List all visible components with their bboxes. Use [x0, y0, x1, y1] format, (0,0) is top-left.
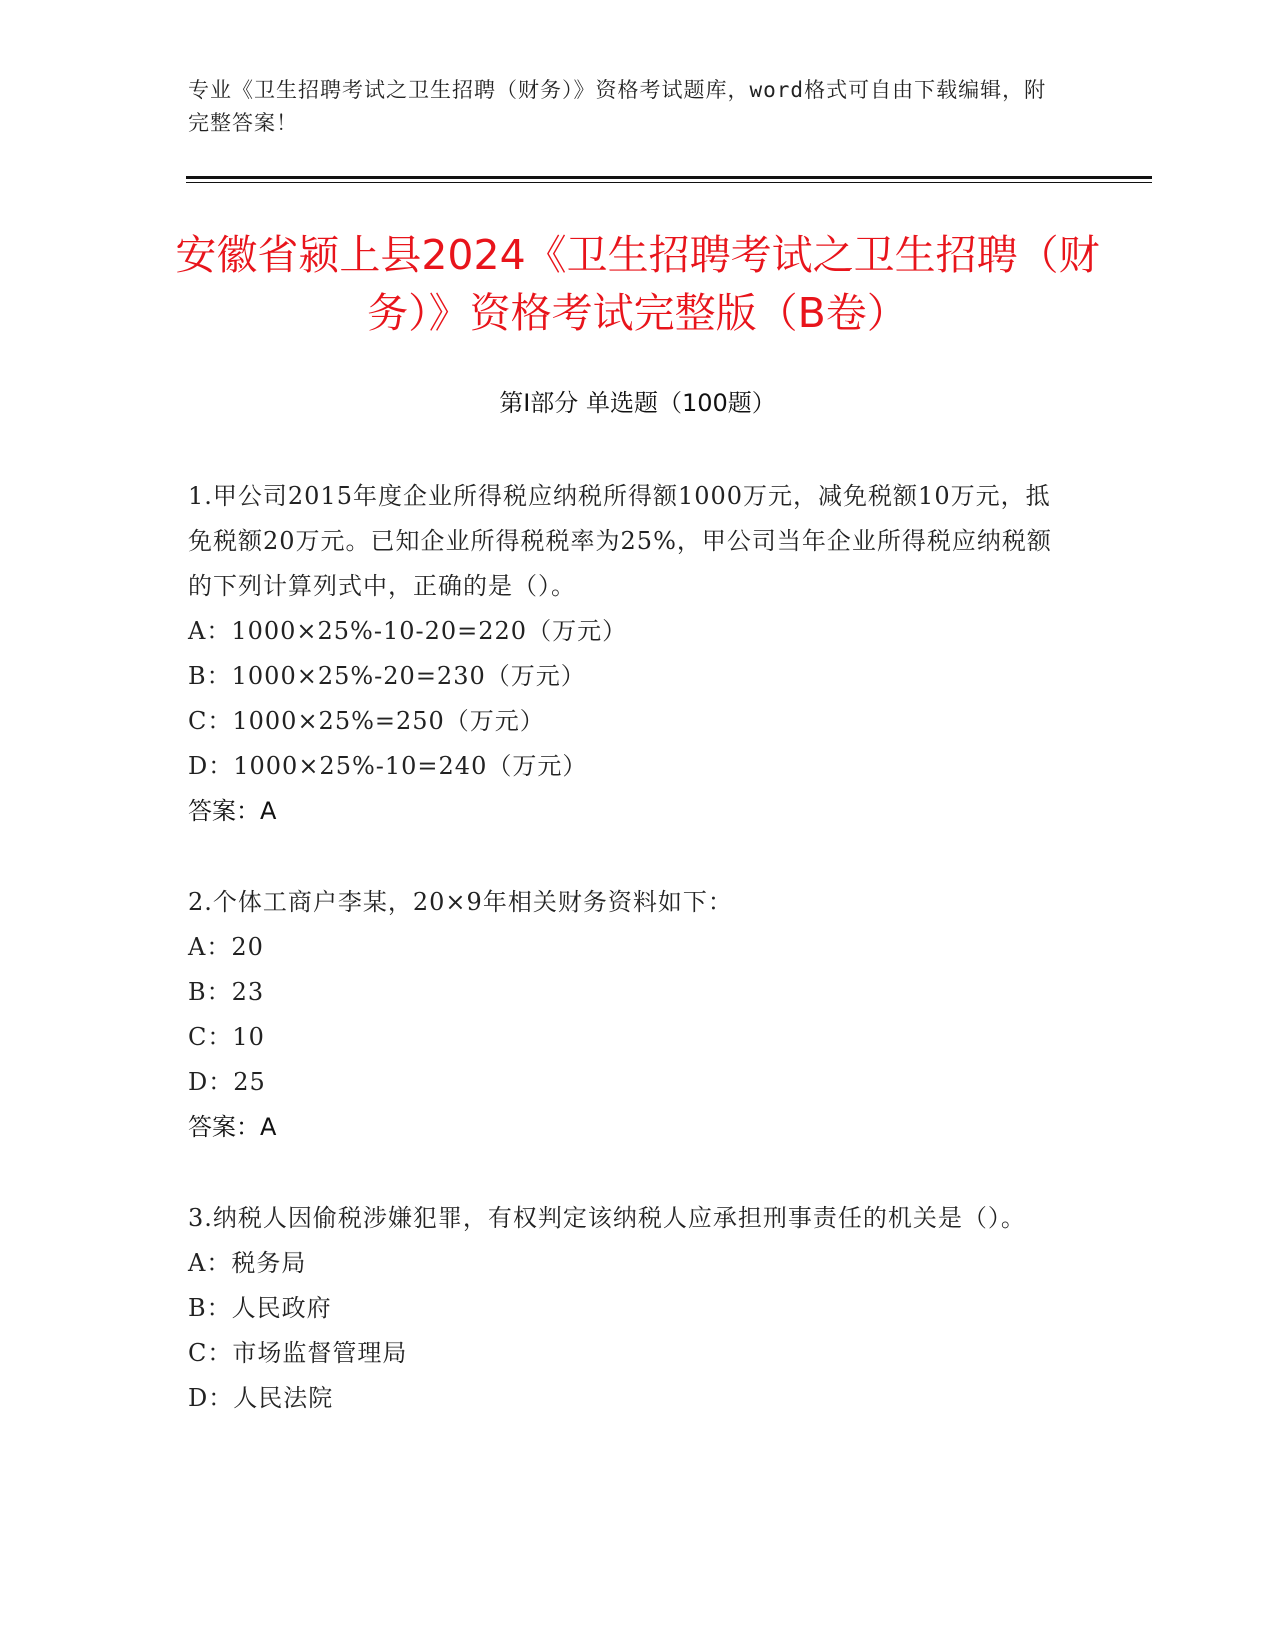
option-c: C：1000×25%=250（万元）: [188, 707, 545, 735]
question-stem: 2.个体工商户李某，20×9年相关财务资料如下：: [188, 888, 733, 916]
section-heading: 第I部分 单选题（100题）: [499, 389, 776, 417]
option-d: D：1000×25%-10=240（万元）: [188, 752, 588, 780]
answer: 答案：A: [188, 1113, 277, 1141]
question-stem: 1.甲公司2015年度企业所得税应纳税所得额1000万元，减免税额10万元，抵免税额20万元。已知企业所得税税率为25%，甲公司当年企业所得税应纳税额的下列计算列式中，正确的是（）。: [188, 482, 1052, 600]
header-divider-thin: [186, 182, 1152, 183]
header-note: 专业《卫生招聘考试之卫生招聘（财务）》资格考试题库，word格式可自由下载编辑，附完整答案！: [188, 78, 1047, 135]
question-3: [188, 1196, 1068, 1421]
option-c: C：市场监督管理局: [188, 1339, 408, 1367]
option-d: D：25: [188, 1068, 266, 1096]
header-divider-thick: [186, 176, 1152, 179]
question-2: [188, 880, 1068, 1150]
question-1: [188, 474, 1068, 834]
option-d: D：人民法院: [188, 1384, 334, 1412]
option-a: A：税务局: [188, 1249, 307, 1277]
option-b: B：人民政府: [188, 1294, 332, 1322]
question-list: [188, 474, 1068, 1467]
option-b: B：1000×25%-20=230（万元）: [188, 662, 586, 690]
option-a: A：1000×25%-10-20=220（万元）: [188, 617, 628, 645]
answer: 答案：A: [188, 797, 277, 825]
option-c: C：10: [188, 1023, 265, 1051]
option-b: B：23: [188, 978, 265, 1006]
question-stem: 3.纳税人因偷税涉嫌犯罪，有权判定该纳税人应承担刑事责任的机关是（）。: [188, 1204, 1026, 1232]
option-a: A：20: [188, 933, 264, 961]
document-title: 安徽省颍上县2024《卫生招聘考试之卫生招聘（财务）》资格考试完整版（B卷）: [175, 231, 1100, 337]
